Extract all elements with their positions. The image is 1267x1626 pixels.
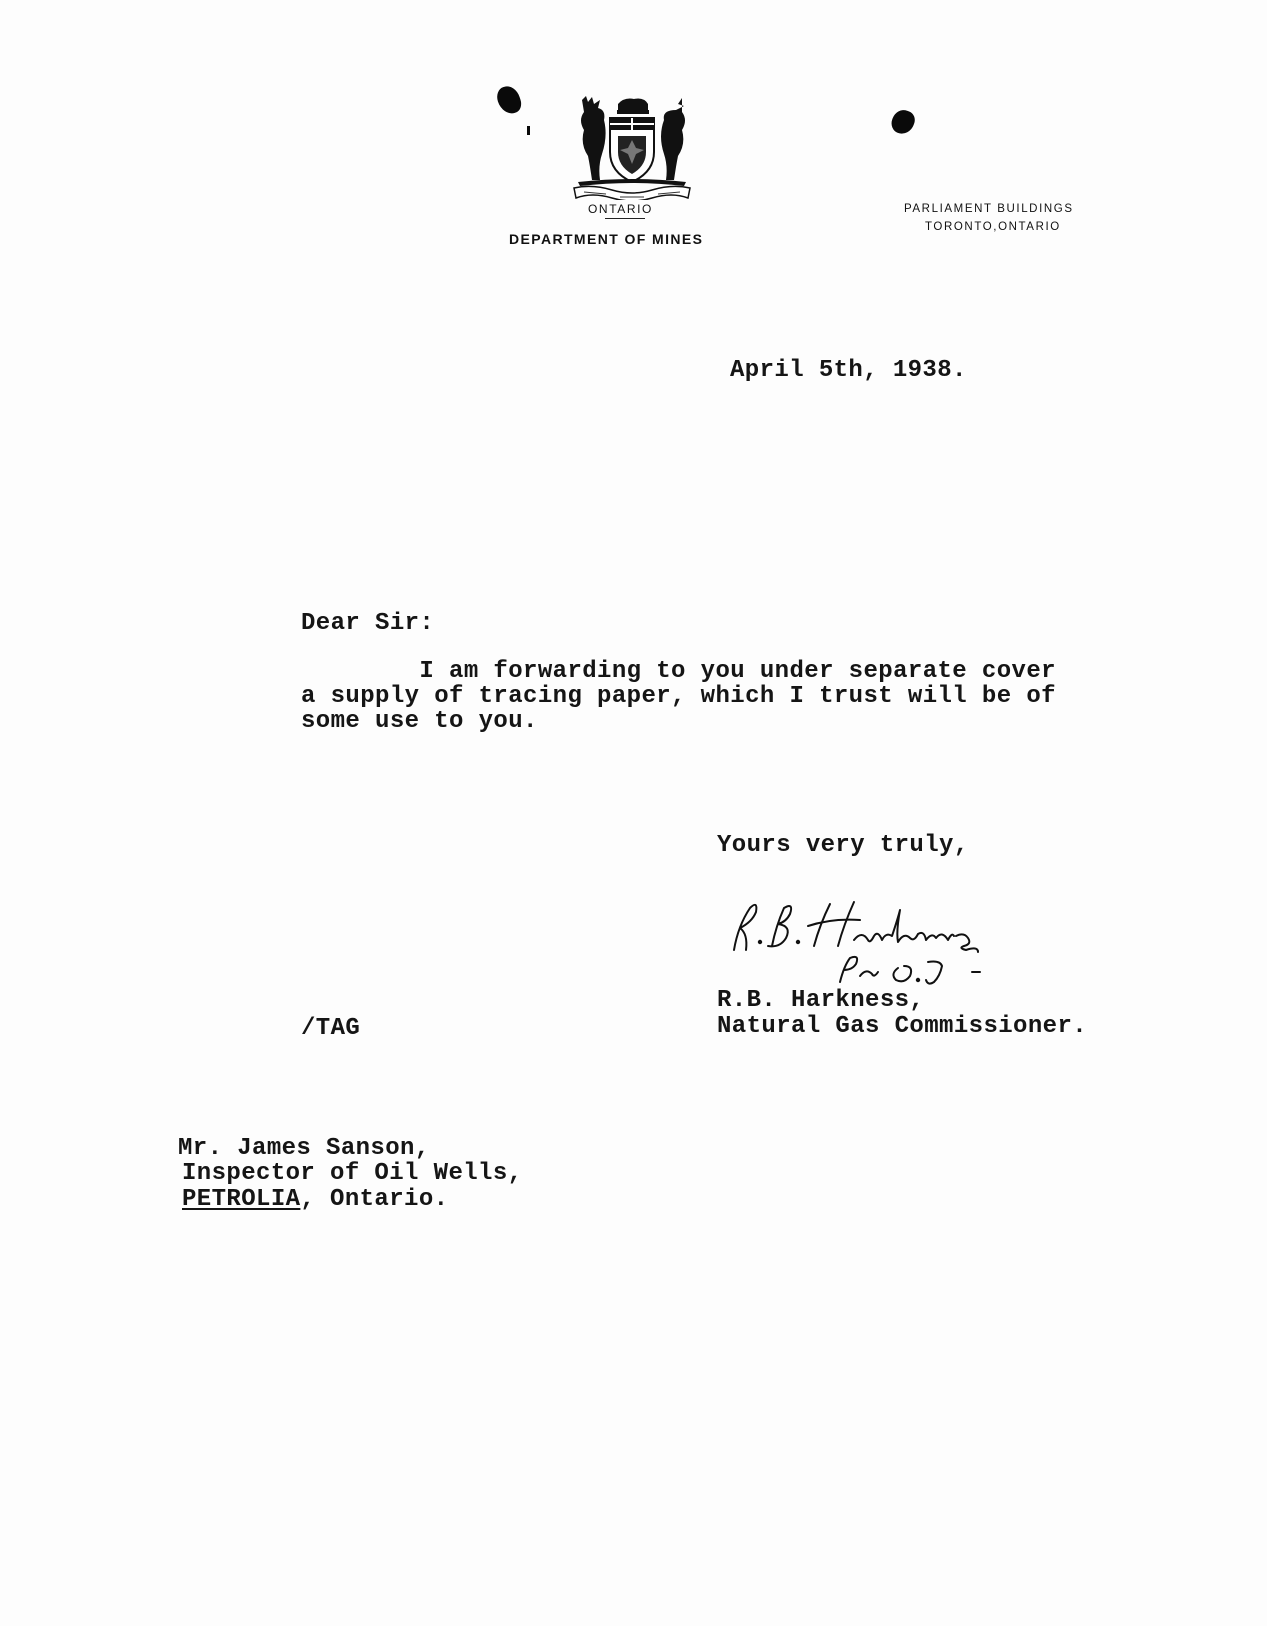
recipient-city: PETROLIA [182,1186,301,1213]
signer-title: Natural Gas Commissioner. [717,1013,1088,1040]
recipient-city-suffix: , Ontario. [300,1186,449,1213]
ink-blot-right [889,107,918,137]
letter-body-line: some use to you. [301,708,538,735]
letterhead-address-line1: PARLIAMENT BUILDINGS [904,203,1074,215]
handwritten-signature [728,896,1018,986]
signer-name: R.B. Harkness, [717,987,925,1014]
letter-body-line: I am forwarding to you under separate cover [301,658,1056,685]
ontario-coat-of-arms-icon [572,96,692,200]
letter-date: April 5th, 1938. [730,357,967,384]
ink-mark-small [527,126,530,135]
letter-closing: Yours very truly, [717,832,969,859]
letterhead-department: DEPARTMENT OF MINES [509,231,704,247]
letter-body-line: a supply of tracing paper, which I trust will be of [301,683,1056,710]
recipient-address [182,1187,448,1213]
recipient-name: Mr. James Sanson, [178,1135,430,1162]
letter-salutation: Dear Sir: [301,610,435,637]
letterhead-address-line2: TORONTO,ONTARIO [925,221,1061,233]
ink-blot-left [494,83,524,116]
reference-initials: /TAG [301,1015,361,1042]
recipient-title: Inspector of Oil Wells, [182,1160,523,1187]
letterhead-divider [605,218,645,219]
letterhead-province: ONTARIO [588,202,653,216]
